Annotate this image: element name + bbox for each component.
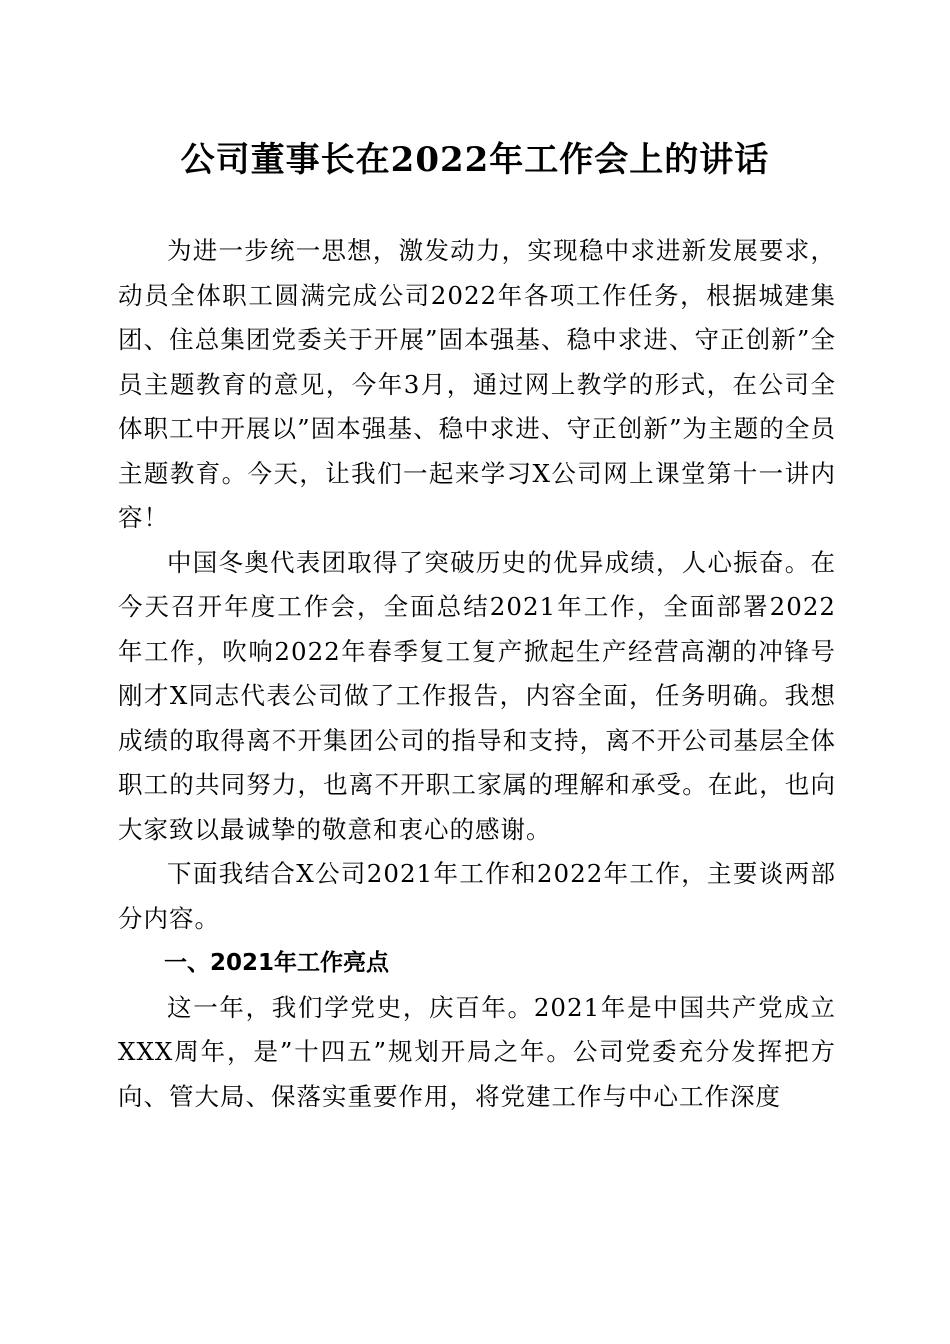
paragraph-intro: 为进一步统一思想，激发动力，实现稳中求进新发展要求，动员全体职工圆满完成公司2022年各项工作任务，根据城建集团、住总集团党委关于开展”固本强基、稳中求进、守正创新”全员主题教育的意见，今年3月，通过网上教学的形式，在公司全体职工中开展以”固本强基、稳中求进、守正创新”为主题的全员主题教育。今天，让我们一起来学习X公司网上课堂第十一讲内容！ [118, 236, 836, 532]
document-title: 公司董事长在2022年工作会上的讲话 [180, 140, 770, 180]
paragraph-section-one: 这一年，我们学党史，庆百年。2021年是中国共产党成立XXX周年，是”十四五”规划开局之年。公司党委充分发挥把方向、管大局、保落实重要作用，将党建工作与中心工作深度 [118, 992, 836, 1111]
paragraph-olympics: 中国冬奥代表团取得了突破历史的优异成绩，人心振奋。在今天召开年度工作会，全面总结2021年工作，全面部署2022年工作，吹响2022年春季复工复产掀起生产经营高潮的冲锋号刚才X同志代表公司做了工作报告，内容全面，任务明确。我想成绩的取得离不开集团公司的指导和支持，离不开公司基层全体职工的共同努力，也离不开职工家属的理解和承受。在此，也向大家致以最诚挚的敬意和衷心的感谢。 [118, 547, 836, 844]
paragraph-outline: 下面我结合X公司2021年工作和2022年工作，主要谈两部分内容。 [118, 859, 836, 933]
document-body [118, 229, 836, 1119]
section-heading: 一、2021年工作亮点 [164, 950, 390, 976]
